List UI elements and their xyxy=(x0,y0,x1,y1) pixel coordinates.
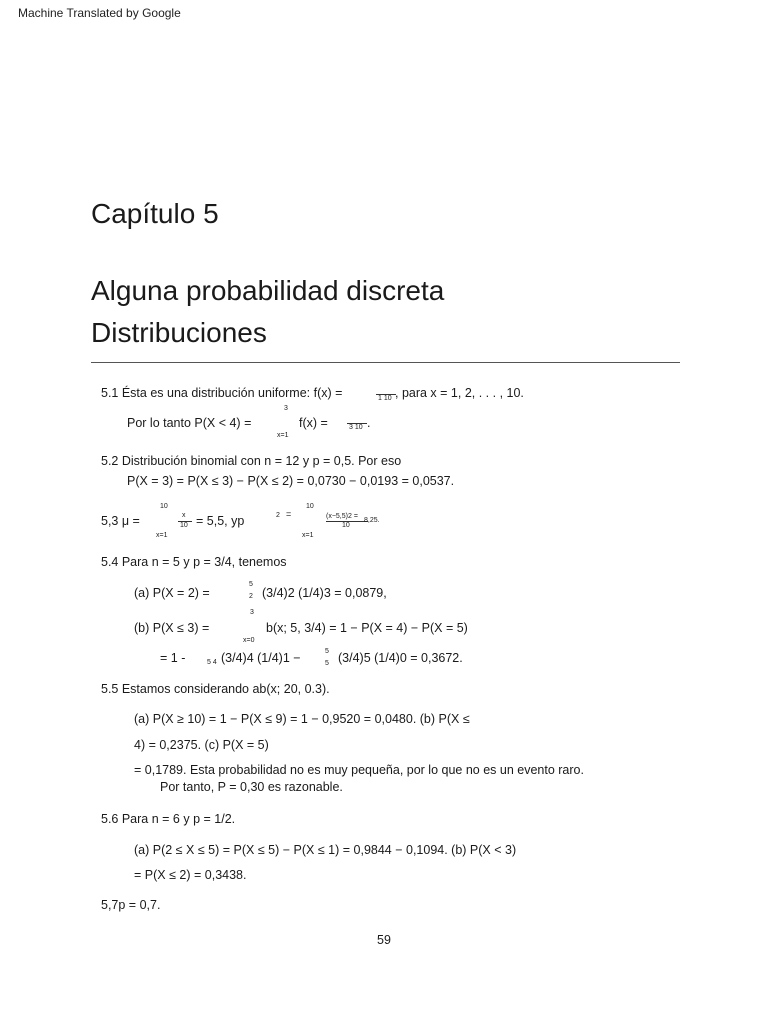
ex53-sum1-upper: 10 xyxy=(160,503,168,510)
page-number: 59 xyxy=(377,933,391,947)
ex54-a-post: (3/4)2 (1/4)3 = 0,0879, xyxy=(262,586,387,600)
ex56-line1: (a) P(2 ≤ X ≤ 5) = P(X ≤ 5) − P(X ≤ 1) = 0,9844 − 0,1094. (b) P(X < 3) xyxy=(134,843,517,857)
ex53-mu-after: = 5,5, yp xyxy=(196,514,245,528)
ex51-sum-lower: x=1 xyxy=(277,432,289,439)
ex57-line1: 5,7p = 0,7. xyxy=(101,898,161,912)
ex55-line2: 4) = 0,2375. (c) P(X = 5) xyxy=(134,738,269,752)
ex54-c-binom2-top: 5 xyxy=(325,648,329,655)
ex51-frac2: 3 10 xyxy=(349,424,363,431)
ex54-a-binom-bottom: 2 xyxy=(249,593,253,600)
ex54-c-mid: (3/4)4 (1/4)1 − xyxy=(221,651,301,665)
chapter-label: Capítulo 5 xyxy=(91,198,219,229)
ex51-frac2-line xyxy=(347,423,367,424)
ex54-a-binom-top: 5 xyxy=(249,581,253,588)
ex53-sigma-sup: 2 xyxy=(276,512,280,519)
ex53-sigma-eq: = xyxy=(286,509,292,519)
ex54-c-binom2-bottom: 5 xyxy=(325,660,329,667)
ex53-frac-var-num: (x−5,5)2 = xyxy=(326,513,358,520)
ex55-line3: = 0,1789. Esta probabilidad no es muy pequeña, por lo que no es un evento raro. xyxy=(134,763,584,777)
chapter-title-line-2: Distribuciones xyxy=(91,317,267,348)
ex51-sum-upper: 3 xyxy=(284,405,288,412)
ex53-mu: 5,3 μ = xyxy=(101,514,140,528)
ex52-line1: 5.2 Distribución binomial con n = 12 y p = 0,5. Por eso xyxy=(101,454,402,468)
ex54-c-binom1: 5 4 xyxy=(207,659,217,666)
ex53-frac-var-den: 10 xyxy=(342,522,350,529)
ex51-line2: Por lo tanto P(X < 4) = xyxy=(127,416,252,430)
ex52-line2: P(X = 3) = P(X ≤ 3) − P(X ≤ 2) = 0,0730 − 0,0193 = 0,0537. xyxy=(127,474,455,488)
ex54-b-sum-lower: x=0 xyxy=(243,637,255,644)
ex53-sum2-lower: x=1 xyxy=(302,532,314,539)
ex51-line2-term: f(x) = xyxy=(299,416,328,430)
ex51-line1: 5.1 Ésta es una distribución uniforme: f(x) = xyxy=(101,386,343,400)
chapter-title-line-1: Alguna probabilidad discreta xyxy=(91,275,445,306)
ex54-a: (a) P(X = 2) = xyxy=(134,586,210,600)
title-divider xyxy=(91,362,680,363)
ex54-b-post: b(x; 5, 3/4) = 1 − P(X = 4) − P(X = 5) xyxy=(266,621,468,635)
ex51-frac1-line xyxy=(376,394,396,395)
ex54-b: (b) P(X ≤ 3) = xyxy=(134,621,210,635)
ex55-line1: (a) P(X ≥ 10) = 1 − P(X ≤ 9) = 1 − 0,9520 = 0,0480. (b) P(X ≤ xyxy=(134,712,470,726)
machine-translation-banner: Machine Translated by Google xyxy=(18,6,181,20)
ex51-line1-after: , para x = 1, 2, . . . , 10. xyxy=(395,386,524,400)
ex54-c-post: (3/4)5 (1/4)0 = 0,3672. xyxy=(338,651,463,665)
ex53-frac-x-num: x xyxy=(182,512,186,519)
ex53-frac-var-after: 8,25. xyxy=(364,517,380,524)
ex54-c: = 1 - xyxy=(160,651,186,665)
ex56-intro: 5.6 Para n = 6 y p = 1/2. xyxy=(101,812,236,826)
ex53-frac-x-den: 10 xyxy=(180,522,188,529)
ex54-intro: 5.4 Para n = 5 y p = 3/4, tenemos xyxy=(101,555,287,569)
ex53-sum1-lower: x=1 xyxy=(156,532,168,539)
ex56-line2: = P(X ≤ 2) = 0,3438. xyxy=(134,868,247,882)
ex54-b-sum-upper: 3 xyxy=(250,609,254,616)
ex51-frac1: 1 10 xyxy=(378,395,392,402)
ex53-sum2-upper: 10 xyxy=(306,503,314,510)
ex55-intro: 5.5 Estamos considerando ab(x; 20, 0.3). xyxy=(101,682,330,696)
ex51-frac2-after: . xyxy=(367,416,371,430)
ex55-line4: Por tanto, P = 0,30 es razonable. xyxy=(160,780,343,794)
